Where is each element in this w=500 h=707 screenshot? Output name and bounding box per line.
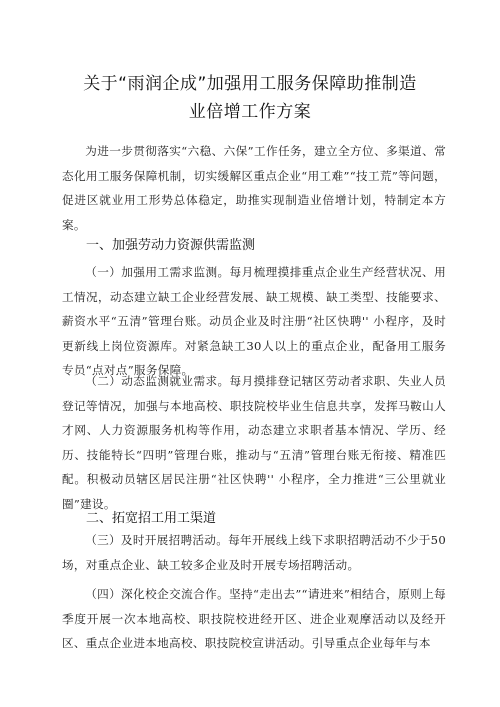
intro-paragraph: 为进一步贯彻落实“六稳、六保”工作任务，建立全方位、多渠道、常态化用工服务保障机制，切实缓解区重点企业“用工难”“技工荒”等问题，促进区就业用工形势总体稳定，助推实现制造业倍增计划，特制定本方案。 [62,144,446,232]
section-2-paragraph-1: （三）及时开展招聘活动。每年开展线上线下求职招聘活动不少于50场，对重点企业、缺工较多企业及时开展专场招聘活动。 [62,533,446,572]
section-2-heading: 二、拓宽招工用工渠道 [86,511,217,526]
document-title-line2: 业倍增工作方案 [188,102,312,122]
section-1-heading: 一、加强劳动力资源供需监测 [86,238,256,253]
section-1-paragraph-1: （一）加强用工需求监测。每月梳理摸排重点企业生产经营状况、用工情况，动态建立缺工企业经营发展、缺工规模、缺工类型、技能要求、薪资水平“五清”管理台账。动员企业及时注册“社区快聘'' 小程序，及时更新线上岗位资源库。对紧急缺工30人以上的重点企业，配备用工服务专员“点对点”服务保障。 [62,265,446,377]
document-title-line1: 关于“雨润企成”加强用工服务保障助推制造 [83,74,417,94]
section-2-paragraph-2: （四）深化校企交流合作。坚持“走出去”“请进来”相结合，原则上每季度开展一次本地高校、职技院校进经开区、进企业观摩活动以及经开区、重点企业进本地高校、职技院校宣讲活动。引导重点企业每年与本 [62,587,446,650]
section-1-paragraph-2: （二）动态监测就业需求。每月摸排登记辖区劳动者求职、失业人员登记等情况，加强与本地高校、职技院校毕业生信息共享，发挥马鞍山人才网、人力资源服务机构等作用，动态建立求职者基本情况、学历、经历、技能特长“四明”管理台账，推动与“五清”管理台账无衔接、精准匹配。积极动员辖区居民注册“社区快聘'' 小程序，全力推进“三公里就业圈”建设。 [62,374,446,511]
